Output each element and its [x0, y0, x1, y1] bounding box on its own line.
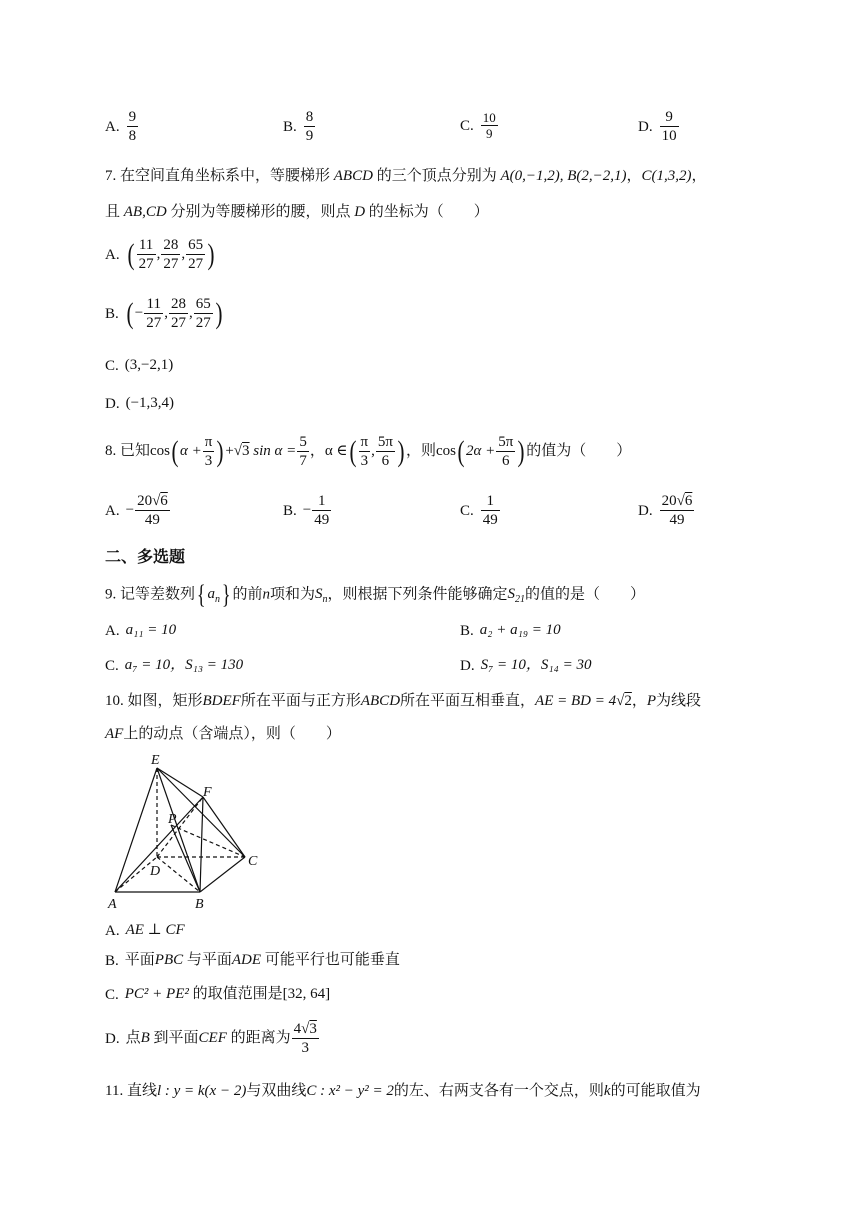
option-label: A. — [105, 118, 120, 135]
denominator: 27 — [138, 256, 154, 272]
q7-text: 分别为等腰梯形的腰，则点 — [170, 204, 351, 220]
numerator: 9 — [665, 109, 673, 125]
denominator: 49 — [482, 512, 498, 528]
q9-text: 的前 — [232, 586, 263, 603]
q10-option-c — [105, 984, 330, 1005]
q7-option-d — [105, 393, 174, 414]
point-c: C(1,3,2) — [641, 168, 692, 184]
option-label: B. — [105, 952, 119, 969]
segment-af: AF — [105, 726, 124, 742]
coefficient: 4 — [293, 1021, 302, 1037]
two-alpha-plus: 2α + — [465, 443, 496, 459]
fraction — [660, 108, 679, 145]
edge-eb — [157, 768, 200, 892]
option-value: a₇ = 10，S₁₃ = 130 — [124, 657, 244, 673]
separator: ， — [691, 168, 707, 184]
numerator: π — [360, 434, 369, 451]
option-label: B. — [283, 118, 297, 135]
fraction — [137, 236, 156, 273]
q11-text: 的可能取值为 — [610, 1083, 701, 1099]
q11-text: 11. 直线 — [105, 1083, 157, 1099]
q7-option-c — [105, 355, 173, 376]
q8-option-c — [460, 492, 501, 529]
q7-text: 的三个顶点分别为 — [376, 168, 497, 184]
fraction — [135, 492, 170, 529]
q10-option-b — [105, 950, 400, 971]
q10-line-1: 10. 如图，矩形BDEF所在平面与正方形ABCD所在平面互相垂直，AE = BD = 4√2，P为线段 — [105, 693, 702, 709]
fraction — [144, 295, 163, 332]
q10-text: 所在平面与正方形 — [240, 693, 361, 709]
point-b: B(2,−2,1) — [567, 168, 627, 184]
q10-text: 上的动点（含端点），则（ ） — [123, 726, 341, 742]
option-text: 平面 — [124, 952, 155, 968]
q9-text: ，则根据下列条件能够确定 — [327, 586, 508, 603]
option-label: C. — [105, 357, 119, 374]
fraction — [161, 236, 180, 273]
q10-text: 为线段 — [656, 693, 702, 709]
label-f: F — [203, 785, 212, 800]
option-range: [32, 64] — [282, 986, 331, 1002]
line-equation: l : y = k(x − 2) — [156, 1083, 247, 1099]
denominator: 8 — [128, 128, 137, 144]
option-value: S₇ = 10，S₁₄ = 30 — [480, 657, 592, 673]
label-d: D — [150, 864, 161, 879]
q9-option-b — [460, 620, 561, 641]
fraction — [127, 108, 139, 145]
q8-text: 的值为（ ） — [526, 443, 632, 459]
hyperbola-equation: C : x² − y² = 2 — [306, 1083, 394, 1099]
q7-line-1 — [105, 166, 707, 186]
denominator: 3 — [359, 451, 371, 470]
numerator: 20√6 — [661, 493, 693, 509]
denominator: 3 — [203, 451, 215, 470]
point-d: D — [354, 204, 366, 220]
option-value: (3,−2,1) — [124, 357, 174, 373]
q7-line-2 — [105, 202, 489, 222]
q8-text: ，则 — [405, 443, 436, 459]
sign: − — [302, 501, 312, 518]
q6-option-c — [460, 110, 499, 141]
denominator: 3 — [292, 1038, 319, 1057]
option-label: A. — [105, 922, 120, 939]
numerator: 5π — [498, 434, 514, 451]
option-value: a₁₁ = 10 — [125, 622, 177, 638]
option-label: B. — [460, 622, 474, 639]
denominator: 49 — [314, 512, 330, 528]
option-label: C. — [460, 502, 474, 519]
fraction — [660, 492, 695, 529]
q9-stem: 9. 记等差数列{ $a_n$} 的前n项和为$S_n$，则根据下列条件能够确定$S_{21}$的值的是（ ） — [105, 580, 646, 609]
denominator: 10 — [661, 128, 677, 144]
var-n: n — [262, 586, 270, 603]
radicand: 3 — [309, 1021, 317, 1037]
radicand: 6 — [160, 493, 168, 509]
option-text: 的取值范围是 — [192, 986, 283, 1002]
numerator: 11 — [138, 237, 154, 253]
q7-text: 且 — [105, 204, 121, 220]
numerator: 1 — [486, 493, 495, 509]
q7-text: 7. 在空间直角坐标系中，等腰梯形 — [105, 168, 331, 184]
pyramid-figure — [100, 750, 270, 915]
option-label: D. — [105, 395, 120, 412]
coefficient: 20 — [137, 493, 153, 509]
edge-bc — [200, 857, 245, 892]
subscript: n — [322, 594, 328, 606]
separator: ， — [631, 693, 647, 709]
radicand: 6 — [684, 493, 693, 509]
q10-option-a — [105, 920, 185, 941]
numerator: 65 — [195, 296, 211, 312]
denominator: 6 — [376, 451, 395, 470]
separator: ， — [626, 168, 642, 184]
option-text: 点 — [125, 1029, 141, 1046]
q8-stem: 8. 已知cos( α + $\frac{\pi}{3}$ ) +√3 sin α = $\frac{5}{7}$ ，α ∈( $\frac{\pi}{3}$ , $\frac{5\pi}{6}$ ) ，则cos( 2α + $\frac{5\pi}{6}$ ) 的值为（ ） — [105, 434, 632, 470]
numerator: 10 — [482, 110, 496, 125]
label-a: A — [108, 897, 117, 912]
cos: cos — [150, 443, 171, 459]
label-p: P — [168, 812, 177, 827]
option-label: D. — [638, 118, 653, 135]
point-b: B — [140, 1029, 150, 1046]
fraction — [359, 433, 371, 470]
label-c: C — [248, 854, 258, 869]
q8-text: ，α ∈ — [309, 443, 348, 459]
square-abcd: ABCD — [360, 693, 401, 709]
q8-option-a — [105, 492, 171, 529]
option-label: A. — [105, 622, 120, 639]
q10-text: 所在平面互相垂直， — [400, 693, 536, 709]
fraction — [376, 433, 395, 470]
fraction — [169, 295, 188, 332]
q10-line-2 — [105, 724, 341, 744]
numerator: 8 — [305, 109, 314, 125]
fraction — [186, 236, 205, 273]
q9-text: 项和为 — [270, 586, 316, 603]
q11-stem — [105, 1081, 701, 1101]
denominator: 7 — [299, 453, 307, 470]
section-heading: 二、多选题 — [105, 547, 186, 566]
sin-expr: sin α = — [253, 443, 297, 459]
radicand: 2 — [624, 693, 632, 709]
fraction — [304, 108, 316, 145]
option-label: A. — [105, 246, 120, 263]
q7-option-b: B. ( − $\frac{11}{27}$ , $\frac{28}{27}$ , $\frac{65}{27}$ ) — [105, 296, 223, 331]
option-value: a₂ + a₁₉ = 10 — [479, 622, 561, 638]
denominator: 6 — [496, 451, 515, 470]
option-expr: PC² + PE² — [124, 986, 189, 1002]
q6-option-a — [105, 108, 139, 145]
fraction — [481, 492, 500, 529]
alpha-plus: α + — [180, 443, 202, 459]
option-text: 的距离为 — [230, 1029, 291, 1046]
numerator: 5 — [299, 434, 307, 451]
fraction — [481, 110, 498, 141]
denominator: 27 — [163, 256, 179, 272]
option-text: 可能平行也可能垂直 — [264, 952, 400, 968]
option-value: (−1,3,4) — [125, 395, 175, 411]
numerator: 4√3 — [293, 1021, 317, 1037]
option-label: C. — [105, 657, 119, 674]
numerator: 65 — [188, 237, 204, 253]
numerator: π — [204, 434, 213, 451]
q10-text: 10. 如图，矩形 — [105, 693, 203, 709]
q7-trapezoid: ABCD — [333, 168, 373, 184]
fraction — [297, 433, 309, 470]
denominator: 9 — [305, 128, 314, 144]
denominator: 27 — [188, 256, 204, 272]
option-label: C. — [105, 986, 119, 1003]
option-label: B. — [283, 502, 297, 519]
option-label: A. — [105, 502, 120, 519]
q7-option-a: A. ( $\frac{11}{27}$ , $\frac{28}{27}$ , $\frac{65}{27}$ ) — [105, 237, 215, 272]
equation: AE = BD = 4 — [535, 693, 617, 709]
q6-option-d — [638, 108, 680, 145]
plane-cef: CEF — [198, 1029, 227, 1046]
option-label: D. — [460, 657, 475, 674]
q7-legs: AB,CD — [123, 204, 167, 220]
option-text: 到平面 — [153, 1029, 199, 1046]
q10-option-d — [105, 1020, 320, 1057]
edge-df — [157, 797, 203, 857]
var-s: S — [315, 586, 323, 603]
point-a: A(0,−1,2), — [500, 168, 564, 184]
option-value: AE ⊥ CF — [125, 922, 185, 938]
numerator: 28 — [170, 296, 186, 312]
fraction — [312, 492, 331, 529]
cos: cos — [435, 443, 456, 459]
label-b: B — [195, 897, 204, 912]
fraction — [496, 433, 515, 470]
q9-option-a — [105, 620, 176, 641]
q9-text: 9. 记等差数列 — [105, 586, 196, 603]
q11-text: 的左、右两支各有一个交点，则 — [393, 1083, 604, 1099]
denominator: 27 — [195, 315, 211, 331]
option-label: D. — [638, 502, 653, 519]
numerator: 28 — [163, 237, 179, 253]
q8-option-b — [283, 492, 332, 529]
q7-text: 的坐标为（ ） — [368, 204, 489, 220]
q9-text: 的值的是（ ） — [525, 586, 646, 603]
point-p: P — [646, 693, 657, 709]
sign: − — [125, 501, 135, 518]
option-label: C. — [460, 117, 474, 134]
q11-text: 与双曲线 — [246, 1083, 307, 1099]
denominator: 9 — [481, 125, 498, 141]
q6-option-b — [283, 108, 316, 145]
option-label: B. — [105, 305, 119, 322]
numerator: 11 — [146, 296, 161, 312]
plane-ade: ADE — [231, 952, 262, 968]
option-text: 与平面 — [186, 952, 232, 968]
q9-option-c — [105, 655, 243, 676]
subscript: 21 — [515, 594, 526, 606]
numerator: 1 — [317, 493, 326, 509]
option-label: D. — [105, 1030, 120, 1047]
denominator: 49 — [660, 510, 695, 529]
coefficient: 20 — [661, 493, 677, 509]
numerator: 9 — [128, 109, 137, 125]
numerator: 20√6 — [137, 493, 168, 509]
q8-text: 8. 已知 — [105, 443, 151, 459]
q8-option-d — [638, 492, 695, 529]
fraction — [203, 433, 215, 470]
denominator: 49 — [135, 510, 170, 529]
plane-pbc: PBC — [154, 952, 184, 968]
rect-bdef: BDEF — [202, 693, 241, 709]
q9-option-d — [460, 655, 591, 676]
denominator: 27 — [170, 315, 186, 331]
var-s: S — [507, 586, 516, 603]
fraction — [292, 1020, 319, 1057]
segment-pb — [171, 825, 200, 892]
radicand: 3 — [242, 443, 250, 459]
label-e: E — [151, 753, 160, 768]
denominator: 27 — [146, 315, 162, 331]
subscript: n — [215, 594, 220, 606]
fraction — [194, 295, 213, 332]
numerator: 5π — [377, 434, 393, 451]
var-k: k — [603, 1083, 611, 1099]
edge-ef — [157, 768, 203, 797]
